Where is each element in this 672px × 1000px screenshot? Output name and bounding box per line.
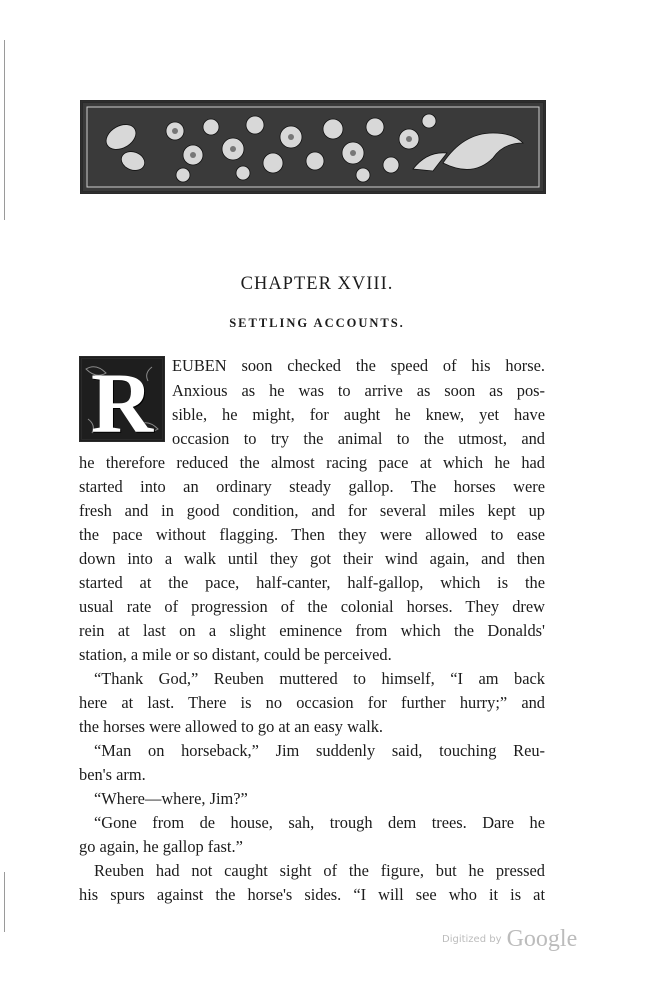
drop-cap-initial [79, 356, 165, 442]
text-line: fresh and in good condition, and for several miles kept up [79, 501, 545, 520]
watermark-prefix: Digitized by [442, 934, 502, 945]
text-line: ben's arm. [79, 765, 146, 784]
text-line: “Man on horseback,” Jim suddenly said, touching Reu- [94, 741, 545, 760]
text-line: here at last. There is no occasion for further hurry;” and [79, 693, 545, 712]
decorative-header-banner [80, 100, 546, 194]
text-line: go again, he gallop fast.” [79, 837, 243, 856]
text-line: Anxious as he was to arrive as soon as pos- [172, 381, 545, 400]
text-line: occasion to try the animal to the utmost, and [172, 429, 545, 448]
text-line: EUBEN soon checked the speed of his horse. [172, 356, 545, 375]
text-line: station, a mile or so distant, could be perceived. [79, 645, 392, 664]
text-line: down into a walk until they got their wind again, and then [79, 549, 545, 568]
text-line: his spurs against the horse's sides. “I will see who it is at [79, 885, 545, 904]
text-line: usual rate of progression of the colonial horses. They drew [79, 597, 545, 616]
text-line: the pace without flagging. Then they were allowed to ease [79, 525, 545, 544]
watermark-brand: Google [506, 926, 578, 952]
chapter-subtitle: SETTLING ACCOUNTS. [229, 316, 405, 330]
chapter-heading: CHAPTER XVIII. [240, 274, 394, 294]
text-line: “Where—where, Jim?” [94, 789, 248, 808]
text-line: started into an ordinary steady gallop. The horses were [79, 477, 545, 496]
drop-cap-letter: R [90, 356, 154, 442]
text-line: he therefore reduced the almost racing pace at which he had [79, 453, 545, 472]
floral-engraving-image [83, 103, 543, 191]
text-line: “Gone from de house, sah, trough dem trees. Dare he [94, 813, 545, 832]
page-edge-line-top [4, 40, 5, 220]
text-line: rein at last on a slight eminence from which the Donalds' [79, 621, 545, 640]
text-line: “Thank God,” Reuben muttered to himself, “I am back [94, 669, 545, 688]
text-line: the horses were allowed to go at an easy walk. [79, 717, 384, 736]
text-line: sible, he might, for aught he knew, yet have [172, 405, 545, 424]
digitized-watermark [442, 926, 577, 953]
text-line: started at the pace, half-canter, half-gallop, which is the [79, 573, 545, 592]
text-line: Reuben had not caught sight of the figure, but he pressed [94, 861, 545, 880]
page-edge-line-bottom [4, 872, 5, 932]
